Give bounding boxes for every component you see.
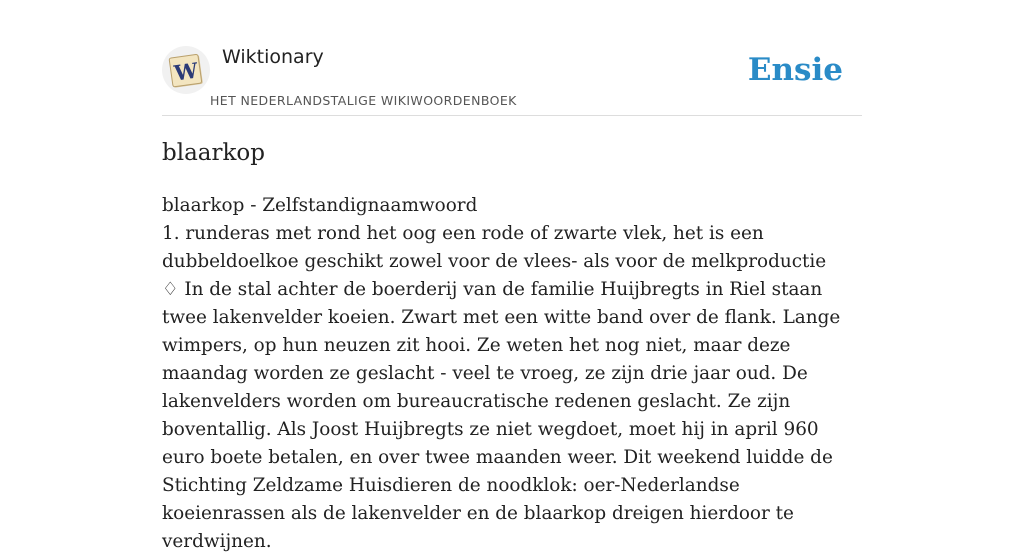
wiktionary-w-icon[interactable] [162, 46, 210, 94]
header-divider [162, 115, 862, 116]
svg-text:W: W [172, 57, 200, 86]
site-name[interactable]: Wiktionary [222, 46, 324, 68]
ensie-brand-logo[interactable]: Ensie [747, 52, 843, 88]
example-quote: ♢ In de stal achter de boerderij van de familie Huijbregts in Riel staan twee lakenvelder koeien. Zwart met een witte band over de flank. Lange wimpers, op hun neuzen zit hooi. Ze weten het nog niet, maar deze maandag worden ze geslacht - veel te vroeg, ze zijn drie jaar oud. De lakenvelders worden om bureaucratische redenen geslacht. Ze zijn boventallig. Als Joost Huijbregts ze niet wegdoet, moet hij in april 960 euro boete betalen, en over twee maanden weer. Dit weekend luidde de Stichting Zeldzame Huisdieren de noodklok: oer-Nederlandse koeienrassen als de lakenvelder en de blaarkop dreigen hierdoor te verdwijnen. [162, 279, 841, 552]
site-tagline: HET NEDERLANDSTALIGE WIKIWOORDENBOEK [210, 93, 517, 108]
page-title: blaarkop [162, 140, 266, 166]
definition: 1. runderas met rond het oog een rode of zwarte vlek, het is een dubbeldoelkoe geschikt zowel voor de vlees- als voor de melkproductie [162, 223, 827, 272]
headword-line: blaarkop - Zelfstandignaamwoord [162, 195, 478, 216]
entry-body [162, 192, 862, 556]
